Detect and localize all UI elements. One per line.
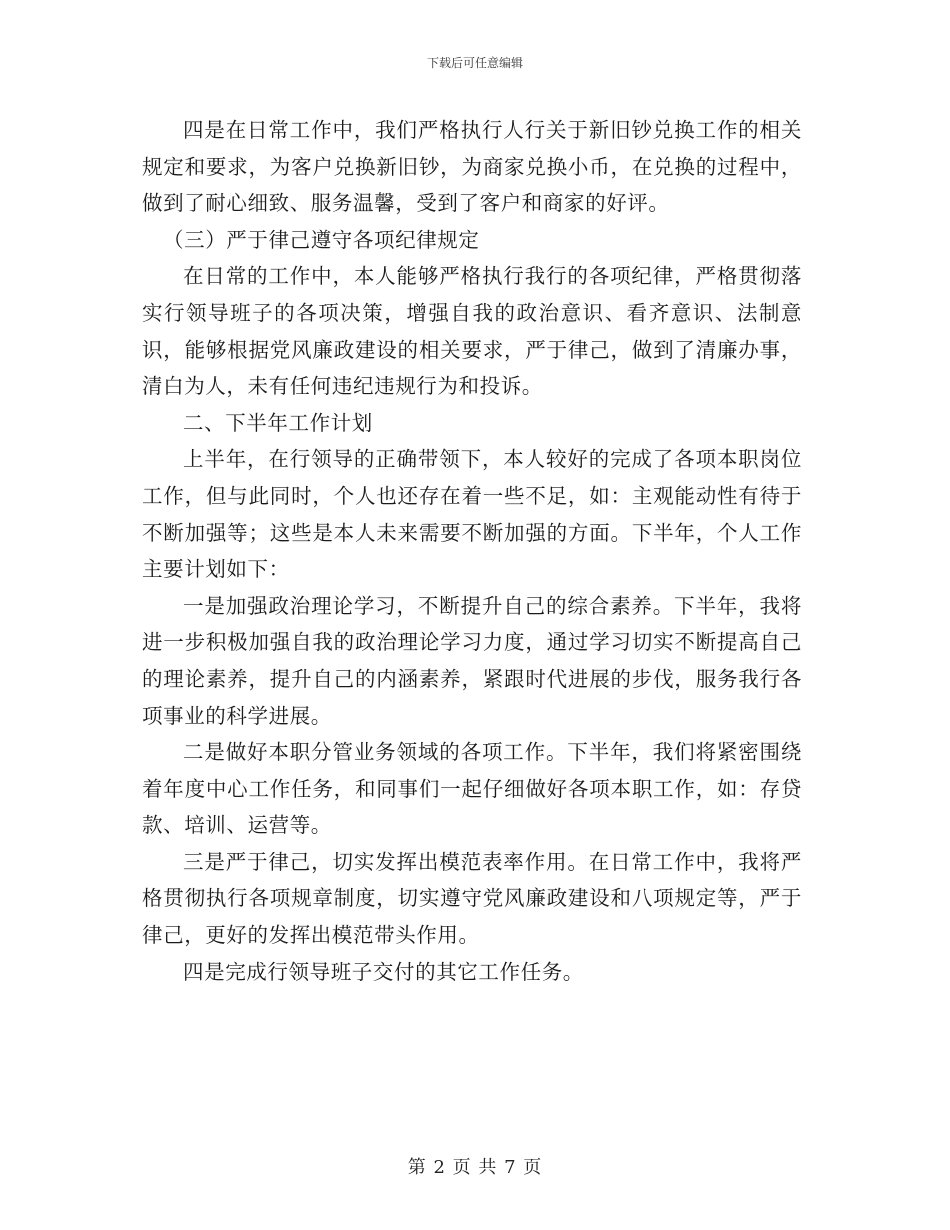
paragraph-discipline: 在日常的工作中，本人能够严格执行我行的各项纪律，严格贯彻落实行领导班子的各项决策，增强自我的政治意识、看齐意识、法制意识，能够根据党风廉政建设的相关要求，严于律己，做到了清廉办事，清白为人，未有任何违纪违规行为和投诉。 (142, 264, 802, 399)
paragraph-exchange-work: 四是在日常工作中，我们严格执行人行关于新旧钞兑换工作的相关规定和要求，为客户兑换新旧钞，为商家兑换小币，在兑换的过程中，做到了耐心细致、服务温馨，受到了客户和商家的好评。 (142, 118, 802, 216)
paragraph-plan-other-tasks: 四是完成行领导班子交付的其它工作任务。 (183, 959, 584, 984)
paragraph-plan-business: 二是做好本职分管业务领域的各项工作。下半年，我们将紧密围绕着年度中心工作任务，和同事们一起仔细做好各项本职工作，如：存贷款、培训、运营等。 (142, 740, 802, 838)
paragraph-first-half-summary: 上半年，在行领导的正确带领下，本人较好的完成了各项本职岗位工作，但与此同时，个人也还存在着一些不足，如：主观能动性有待于不断加强等；这些是本人未来需要不断加强的方面。下半年，个人工作主要计划如下： (142, 447, 802, 582)
paragraph-plan-study: 一是加强政治理论学习，不断提升自己的综合素养。下半年，我将进一步积极加强自我的政治理论学习力度，通过学习切实不断提高自己的理论素养，提升自己的内涵素养，紧跟时代进展的步伐，服务我行各项事业的科学进展。 (142, 593, 802, 728)
page-number-footer: 第 2 页 共 7 页 (407, 1157, 543, 1178)
section-heading-discipline: （三）严于律己遵守各项纪律规定 (163, 227, 480, 252)
document-body (142, 112, 802, 990)
section-heading-second-half-plan: 二、下半年工作计划 (183, 410, 373, 435)
paragraph-plan-self-discipline: 三是严于律己，切实发挥出模范表率作用。在日常工作中，我将严格贯彻执行各项规章制度，切实遵守党风廉政建设和八项规定等，严于律己，更好的发挥出模范带头作用。 (142, 849, 802, 948)
page-header-note: 下载后可任意编辑 (426, 56, 523, 70)
